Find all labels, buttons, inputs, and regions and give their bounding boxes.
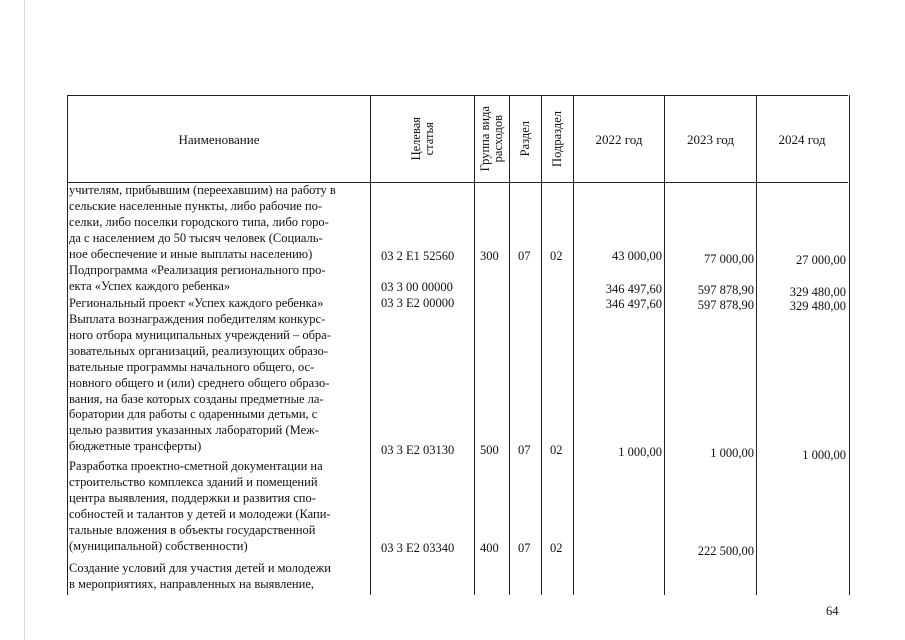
table-row-name: Разработка проектно-сметной документации на строительство комплекса зданий и помещений центра выявления, поддержки и развития спо- собностей и талантов у детей и молодежи (Капи- тальные вложения в объекты государственной (муниципальной) собственности)	[69, 459, 331, 553]
header-2022-label: 2022 год	[595, 131, 643, 147]
table-row-name: учителям, прибывшим (переехавшим) на работу в сельские населенные пункты, либо рабочие по- селки, либо поселки городского типа, либо горо- да с населением до 50 тысяч человек (Социаль- ное обеспечение и иные выплаты населению)	[69, 183, 336, 261]
subsection-code: 02	[550, 541, 563, 555]
header-target-label: Целевая статья	[408, 117, 436, 161]
value-2023: 1 000,00	[710, 446, 754, 460]
header-name	[68, 96, 370, 182]
value-2023: 222 500,00	[697, 544, 754, 558]
header-target	[371, 96, 474, 182]
section-code: 07	[518, 249, 531, 263]
table-row-name: Подпрограмма «Реализация регионального про- екта «Успех каждого ребенка»	[69, 263, 326, 293]
target-code: 03 2 E1 52560	[381, 249, 455, 263]
value-2024: 329 480,00	[789, 285, 846, 299]
value-2024: 1 000,00	[802, 448, 846, 462]
target-code: 03 3 E2 03340	[381, 541, 455, 555]
header-2023	[665, 96, 756, 182]
section-code: 07	[518, 541, 531, 555]
table-row-name: Выплата вознаграждения победителям конкурс- ного отбора муниципальных учреждений – обра- зовательных организаций, реализующих образо- вательные программы начального общего, ос- новного общего и (или) среднего общего образо- вания, на базе которых созданы предметные ла- боратории для работы с одаренными детьми, с целью развития указанных лабораторий (Меж- бюджетные трансферты)	[69, 312, 331, 454]
value-2023: 597 878,90	[697, 283, 754, 297]
header-2024	[757, 96, 847, 182]
table-row-name: Региональный проект «Успех каждого ребенка»	[69, 296, 324, 310]
header-2023-label: 2023 год	[687, 131, 734, 147]
header-2022	[574, 96, 664, 182]
subsection-code: 02	[550, 249, 563, 263]
page-number: 64	[826, 604, 839, 618]
header-group	[475, 96, 509, 182]
section-code: 07	[518, 443, 531, 457]
value-2023: 597 878,90	[697, 298, 754, 312]
value-2022: 43 000,00	[612, 249, 662, 263]
subsection-code: 02	[550, 443, 563, 457]
value-2024: 329 480,00	[789, 299, 846, 313]
scan-edge-line	[24, 0, 25, 640]
target-code: 03 3 E2 00000	[381, 296, 455, 310]
header-subsection	[542, 96, 573, 182]
header-2024-label: 2024 год	[778, 131, 826, 147]
header-group-label: Группа вида расходов	[478, 106, 505, 172]
value-2023: 77 000,00	[704, 252, 754, 266]
target-code: 03 3 E2 03130	[381, 443, 455, 457]
value-2024: 27 000,00	[796, 253, 846, 267]
header-name-label: Наименование	[178, 131, 260, 147]
target-code: 03 3 00 00000	[381, 280, 453, 294]
table-row-name: Создание условий для участия детей и молодежи в мероприятиях, направленных на выявление,	[69, 561, 331, 591]
expense-group: 500	[480, 443, 499, 457]
header-section	[510, 96, 541, 182]
value-2022: 346 497,60	[605, 282, 662, 296]
value-2022: 1 000,00	[618, 445, 662, 459]
header-section-label: Раздел	[518, 121, 532, 157]
expense-group: 400	[480, 541, 499, 555]
value-2022: 346 497,60	[605, 297, 662, 311]
header-subsection-label: Подраздел	[550, 111, 564, 167]
expense-group: 300	[480, 249, 499, 263]
